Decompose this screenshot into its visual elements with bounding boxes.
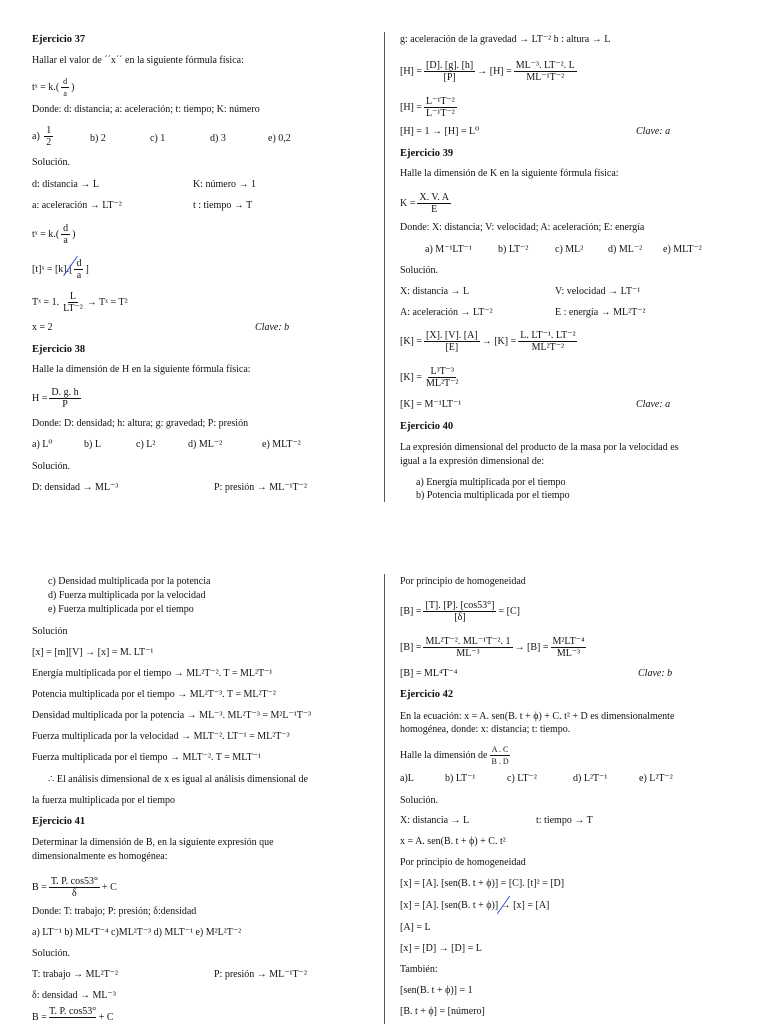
exercise-39-title: Ejercicio 39	[400, 148, 454, 159]
exercise-42-title: Ejercicio 42	[400, 689, 454, 700]
exercise-41-title: Ejercicio 41	[32, 816, 86, 827]
exercise-41-statement-1: Determinar la dimensión de B, en la siguiente expresión que	[32, 837, 274, 848]
sol-line-3: Potencia multiplicada por el tiempo → ML²T⁻³. T = ML²T⁻²	[32, 689, 276, 700]
solution-label: Solución.	[32, 157, 71, 168]
exercise-40-title: Ejercicio 40	[400, 421, 454, 432]
exercise-40-statement-1: La expresión dimensional del producto de la masa por la velocidad es	[400, 442, 679, 453]
exercise-40-statement-2: igual a la expresión dimensional de:	[400, 456, 545, 467]
b-step-2: [B] = $\frac{\text{ML²T⁻². ML⁻¹T⁻². 1}}{\text{ML⁻³}}$ → [B] = $\frac{\text{M²LT⁻⁴}}{\text{ML⁻³}}$	[400, 636, 585, 659]
answer-key-41: Clave: b	[638, 668, 673, 679]
exercise-38-formula: H = $\frac{D. g. h}{P}$	[32, 387, 79, 410]
k-step-3: [K] = M⁻¹LT⁻¹	[400, 399, 462, 410]
exercise-39-where: Donde: X: distancia; V: velocidad; A: aceleración; E: energía	[400, 222, 645, 233]
pressure-dim-2: P: presión → ML⁻¹T⁻²	[214, 969, 307, 980]
step-2: [t]ˣ = [k].[ $\frac{d}{a}$ ]	[32, 258, 89, 281]
homogeneity-principle-2: Por principio de homogeneidad	[400, 857, 526, 868]
option-b: b) Potencia multiplicada por el tiempo	[416, 490, 570, 501]
e-energy: E : energía → ML²T⁻²	[555, 307, 646, 318]
option-d: d) Fuerza multiplicada por la velocidad	[48, 590, 206, 601]
also-label: También:	[400, 964, 438, 975]
a-acceleration-2: A: aceleración → LT⁻²	[400, 307, 493, 318]
equation: x = A. sen(B. t + ϕ) + C. t²	[400, 836, 506, 847]
sol-line-8: la fuerza multiplicada por el tiempo	[32, 795, 175, 806]
sol-line-1: [x] = [m][V] → [x] = M. LT⁻¹	[32, 647, 154, 658]
h-step-2: [H] = $\frac{\text{L⁻¹T⁻²}}{\text{L⁻¹T⁻²}}$	[400, 96, 455, 119]
k-step-1: [K] = $\frac{[X]. [V]. [A]}{[E]}$ → [K] = $\frac{\text{L. LT⁻¹. LT⁻²}}{\text{ML²T⁻²}}$	[400, 330, 576, 353]
b-step-1: [B] = $\frac{[T]. [P]. [\cos 53^\circ]}{[\delta]}$ = [C]	[400, 600, 520, 623]
exercise-42-ask: Halle la dimensión de $\frac{A . C}{B . D}$	[400, 745, 509, 766]
exercise-37-statement: Hallar el valor de ´´x´´ en la siguiente fórmula física:	[32, 55, 244, 66]
solution-label-4: Solución	[32, 626, 68, 637]
exercise-41-where: Donde: T: trabajo; P: presión; δ:densidad	[32, 906, 197, 917]
exercise-41-options: a) LT⁻¹ b) ML⁴T⁻⁴ c)ML²T⁻³ d) MLT⁻¹ e) M²L²T⁻²	[32, 927, 242, 938]
exercise-38-where: Donde: D: densidad; h: altura; g: gravedad; P: presión	[32, 418, 249, 429]
exercise-41-formula: B = $\frac{T. P. \cos 53^\circ}{\delta}$ + C	[32, 876, 117, 899]
exercise-38-statement: Halle la dimensión de H en la siguiente fórmula física:	[32, 364, 251, 375]
v-velocity: V: velocidad → LT⁻¹	[555, 286, 641, 297]
d-distance: d: distancia → L	[32, 179, 99, 190]
h-step-3: [H] = 1 → [H] = L⁰	[400, 126, 480, 137]
solution-label-2: Solución.	[32, 461, 71, 472]
x-distance-2: X: distancia → L	[400, 815, 470, 826]
sol-line-6: Fuerza multiplicada por el tiempo → MLT⁻². T = MLT⁻¹	[32, 752, 261, 763]
pressure-dim: P: presión → ML⁻¹T⁻²	[214, 482, 307, 493]
a-acceleration: a: aceleración → LT⁻²	[32, 200, 122, 211]
exercise-37-where: Donde: d: distancia; a: aceleración; t: tiempo; K: número	[32, 104, 260, 115]
t-time: t : tiempo → T	[193, 200, 253, 211]
answer-key-38: Clave: a	[636, 126, 671, 137]
density-dim-2: δ: densidad → ML⁻³	[32, 990, 116, 1001]
x-distance: X: distancia → L	[400, 286, 470, 297]
option-a: a) Energía multiplicada por el tiempo	[416, 477, 566, 488]
gravity-height-line: g: aceleración de la gravedad → LT⁻² h : altura → L	[400, 34, 611, 45]
step-1: tˣ = k.( $\frac{d}{a}$ )	[32, 223, 76, 246]
exercise-42-statement-1: En la ecuación: x = A. sen(B. t + ϕ) + C. t² + D es dimensionalmente	[400, 711, 675, 722]
step-3: Tˣ = 1. $\frac{L}{\text{LT⁻²}}$ → Tˣ = T²	[32, 291, 128, 314]
density-dim: D: densidad → ML⁻³	[32, 482, 119, 493]
exercise-41-statement-2: dimensionalmente es homogénea:	[32, 851, 168, 862]
top-column-divider	[384, 32, 385, 502]
exercise-37-formula: tˣ = k.( $\frac{d}{a}$ )	[32, 77, 75, 98]
r-line-2: [x] = [A]. [sen(B. t + ϕ)] → [x] = [A]	[400, 900, 550, 911]
answer-key-39: Clave: a	[636, 399, 671, 410]
sol-line-7: ∴ El análisis dimensional de x es igual al análisis dimensional de	[48, 774, 308, 785]
option-e: e) Fuerza multiplicada por el tiempo	[48, 604, 194, 615]
exercise-42-statement-2: homogénea, donde: x: distancia; t: tiempo.	[400, 724, 571, 735]
r-line-1: [x] = [A]. [sen(B. t + ϕ)] = [C]. [t]² = [D]	[400, 878, 565, 889]
answer-key: Clave: b	[255, 322, 290, 333]
k-number: K: número → 1	[193, 179, 257, 190]
h-step-1: [H] = $\frac{[D]. [g]. [h]}{[P]}$ → [H] = $\frac{\text{ML⁻³. LT⁻². L}}{\text{ML⁻¹T⁻²}}$	[400, 60, 575, 83]
exercise-37-title: Ejercicio 37	[32, 34, 86, 45]
t-time-2: t: tiempo → T	[536, 815, 593, 826]
solution-label-6: Solución.	[400, 795, 439, 806]
b-step-3: [B] = ML⁴T⁻⁴	[400, 668, 458, 679]
r-line-6: [B. t + ϕ] = [número]	[400, 1006, 485, 1017]
sol-line-5: Fuerza multiplicada por la velocidad → MLT⁻². LT⁻¹ = ML²T⁻³	[32, 731, 290, 742]
sol-line-4: Densidad multiplicada por la potencia → ML⁻³. ML²T⁻³ = M²L⁻¹T⁻³	[32, 710, 312, 721]
option-c: c) Densidad multiplicada por la potencia	[48, 576, 211, 587]
x-result: x = 2	[32, 322, 53, 333]
r-line-5: [sen(B. t + ϕ)] = 1	[400, 985, 473, 996]
solution-label-5: Solución.	[32, 948, 71, 959]
r-line-4: [x] = [D] → [D] = L	[400, 943, 482, 954]
exercise-39-formula: K = $\frac{X. V. A}{E}$	[400, 192, 450, 215]
solution-label-3: Solución.	[400, 265, 439, 276]
work-dim: T: trabajo → ML²T⁻²	[32, 969, 119, 980]
cut-formula: B = T. P. cos53° + C	[32, 1006, 114, 1023]
k-step-2: [K] = $\frac{\text{L³T⁻³}}{\text{ML²T⁻²}}$	[400, 366, 459, 389]
homogeneity-principle: Por principio de homogeneidad	[400, 576, 526, 587]
bottom-column-divider	[384, 574, 385, 1024]
exercise-39-statement: Halle la dimensión de K en la siguiente fórmula física:	[400, 168, 619, 179]
exercise-38-title: Ejercicio 38	[32, 344, 86, 355]
r-line-3: [A] = L	[400, 922, 431, 933]
sol-line-2: Energía multiplicada por el tiempo → ML²T⁻². T = ML²T⁻¹	[32, 668, 273, 679]
